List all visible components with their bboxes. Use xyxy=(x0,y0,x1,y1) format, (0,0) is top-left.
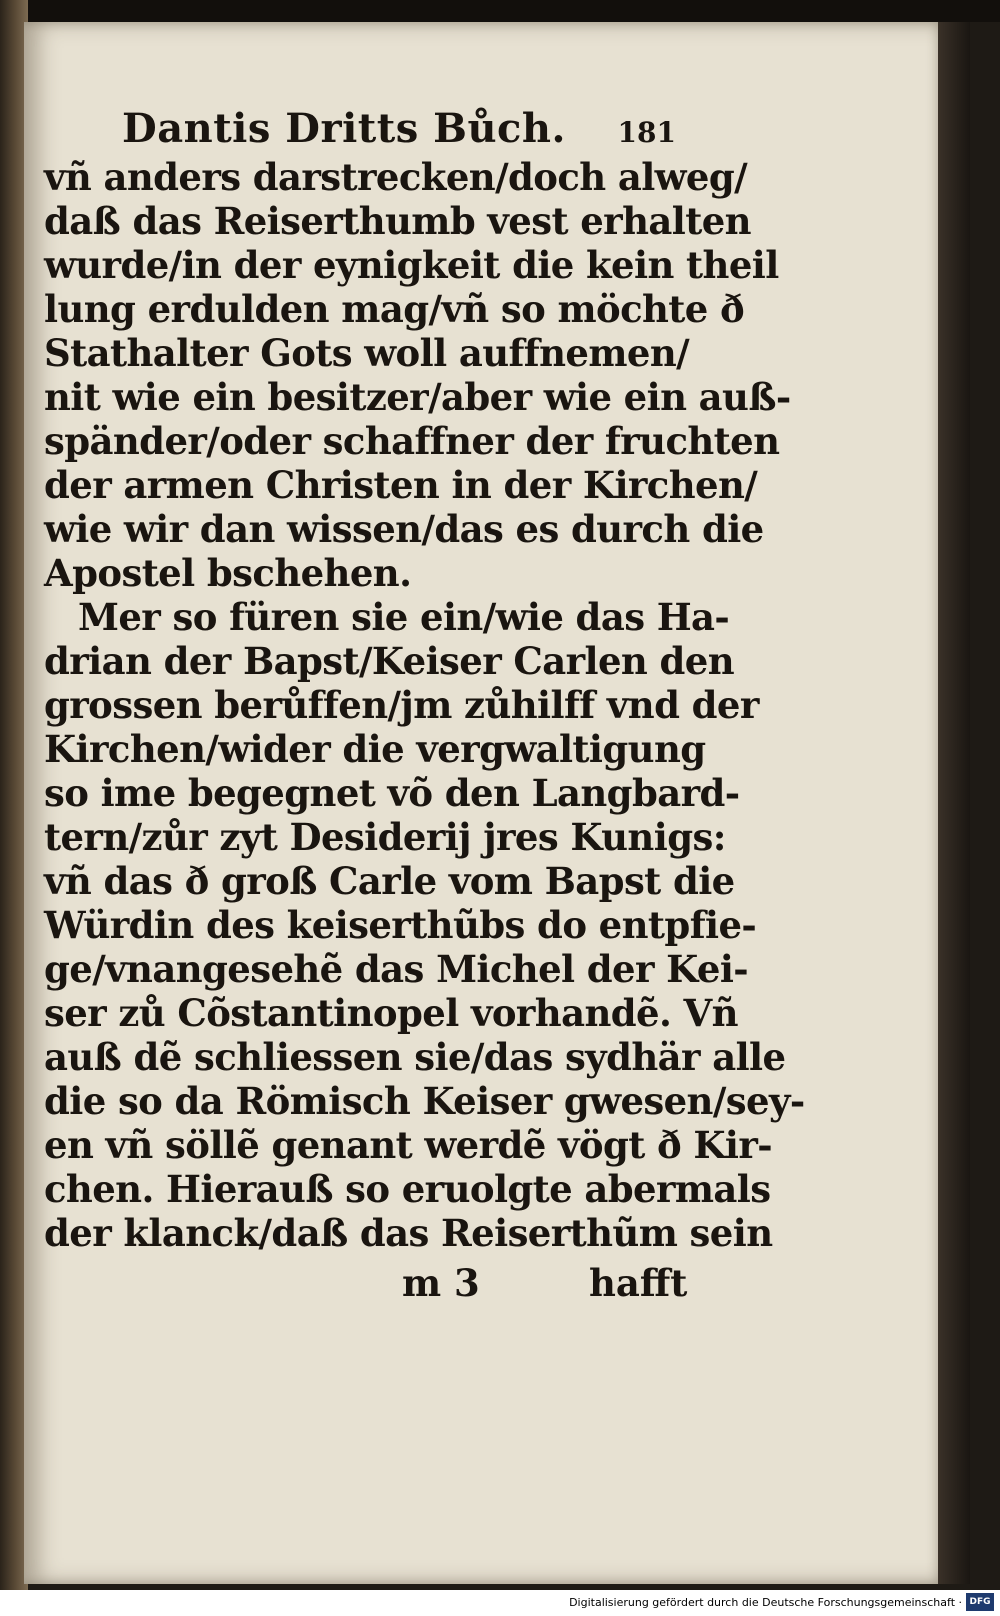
running-head xyxy=(44,105,684,155)
text-line: tern/zůr zyt Desiderij jres Kunigs: xyxy=(44,815,726,859)
text-line: der klanck/daß das Reiserthũm sein xyxy=(44,1211,773,1255)
text-line: lung erdulden mag/vñ so möchte ð xyxy=(44,287,745,331)
catchword-row xyxy=(44,1261,688,1311)
text-line-paragraph-start: Mer so füren sie ein/wie das Ha- xyxy=(78,595,730,639)
text-line: der armen Christen in der Kirchen/ xyxy=(44,463,758,507)
text-line: ser zů Cõstantinopel vorhandẽ. Vñ xyxy=(44,991,738,1035)
running-title: Dantis Dritts Bůch. xyxy=(122,105,566,152)
text-line: Apostel bschehen. xyxy=(44,551,412,595)
text-line: Würdin des keiserthũbs do entpfie- xyxy=(44,903,757,947)
text-line: Kirchen/wider die vergwaltigung xyxy=(44,727,706,771)
text-line: nit wie ein besitzer/aber wie ein auß- xyxy=(44,375,791,419)
funding-credit: Digitalisierung gefördert durch die Deutsche Forschungsgemeinschaft · xyxy=(569,1596,962,1609)
text-line: ge/vnangesehẽ das Michel der Kei- xyxy=(44,947,749,991)
folio-number: 181 xyxy=(617,116,676,149)
catchword: hafft xyxy=(589,1261,688,1305)
text-line: spänder/oder schaffner der fruchten xyxy=(44,419,780,463)
text-line: wurde/in der eynigkeit die kein theil xyxy=(44,243,779,287)
text-line: grossen berůffen/jm zůhilff vnd der xyxy=(44,683,759,727)
dfg-logo-icon: DFG xyxy=(966,1593,994,1611)
text-line: en vñ söllẽ genant werdẽ vögt ð Kir- xyxy=(44,1123,773,1167)
scan-top-edge xyxy=(0,0,1000,22)
text-line: die so da Römisch Keiser gwesen/sey- xyxy=(44,1079,805,1123)
page-right-shadow xyxy=(938,22,970,1584)
text-line: Stathalter Gots woll auffnemen/ xyxy=(44,331,690,375)
signature-mark: m 3 xyxy=(402,1261,480,1305)
text-line: daß das Reiserthumb vest erhalten xyxy=(44,199,751,243)
text-line: wie wir dan wissen/das es durch die xyxy=(44,507,764,551)
text-line: chen. Hierauß so eruolgte abermals xyxy=(44,1167,771,1211)
text-line: auß dẽ schliessen sie/das sydhär alle xyxy=(44,1035,786,1079)
text-line: drian der Bapst/Keiser Carlen den xyxy=(44,639,735,683)
text-line: so ime begegnet võ den Langbard- xyxy=(44,771,740,815)
text-line: vñ anders darstrecken/doch alweg/ xyxy=(44,155,748,199)
page-text-block xyxy=(44,105,805,1311)
text-line: vñ das ð groß Carle vom Bapst die xyxy=(44,859,735,903)
